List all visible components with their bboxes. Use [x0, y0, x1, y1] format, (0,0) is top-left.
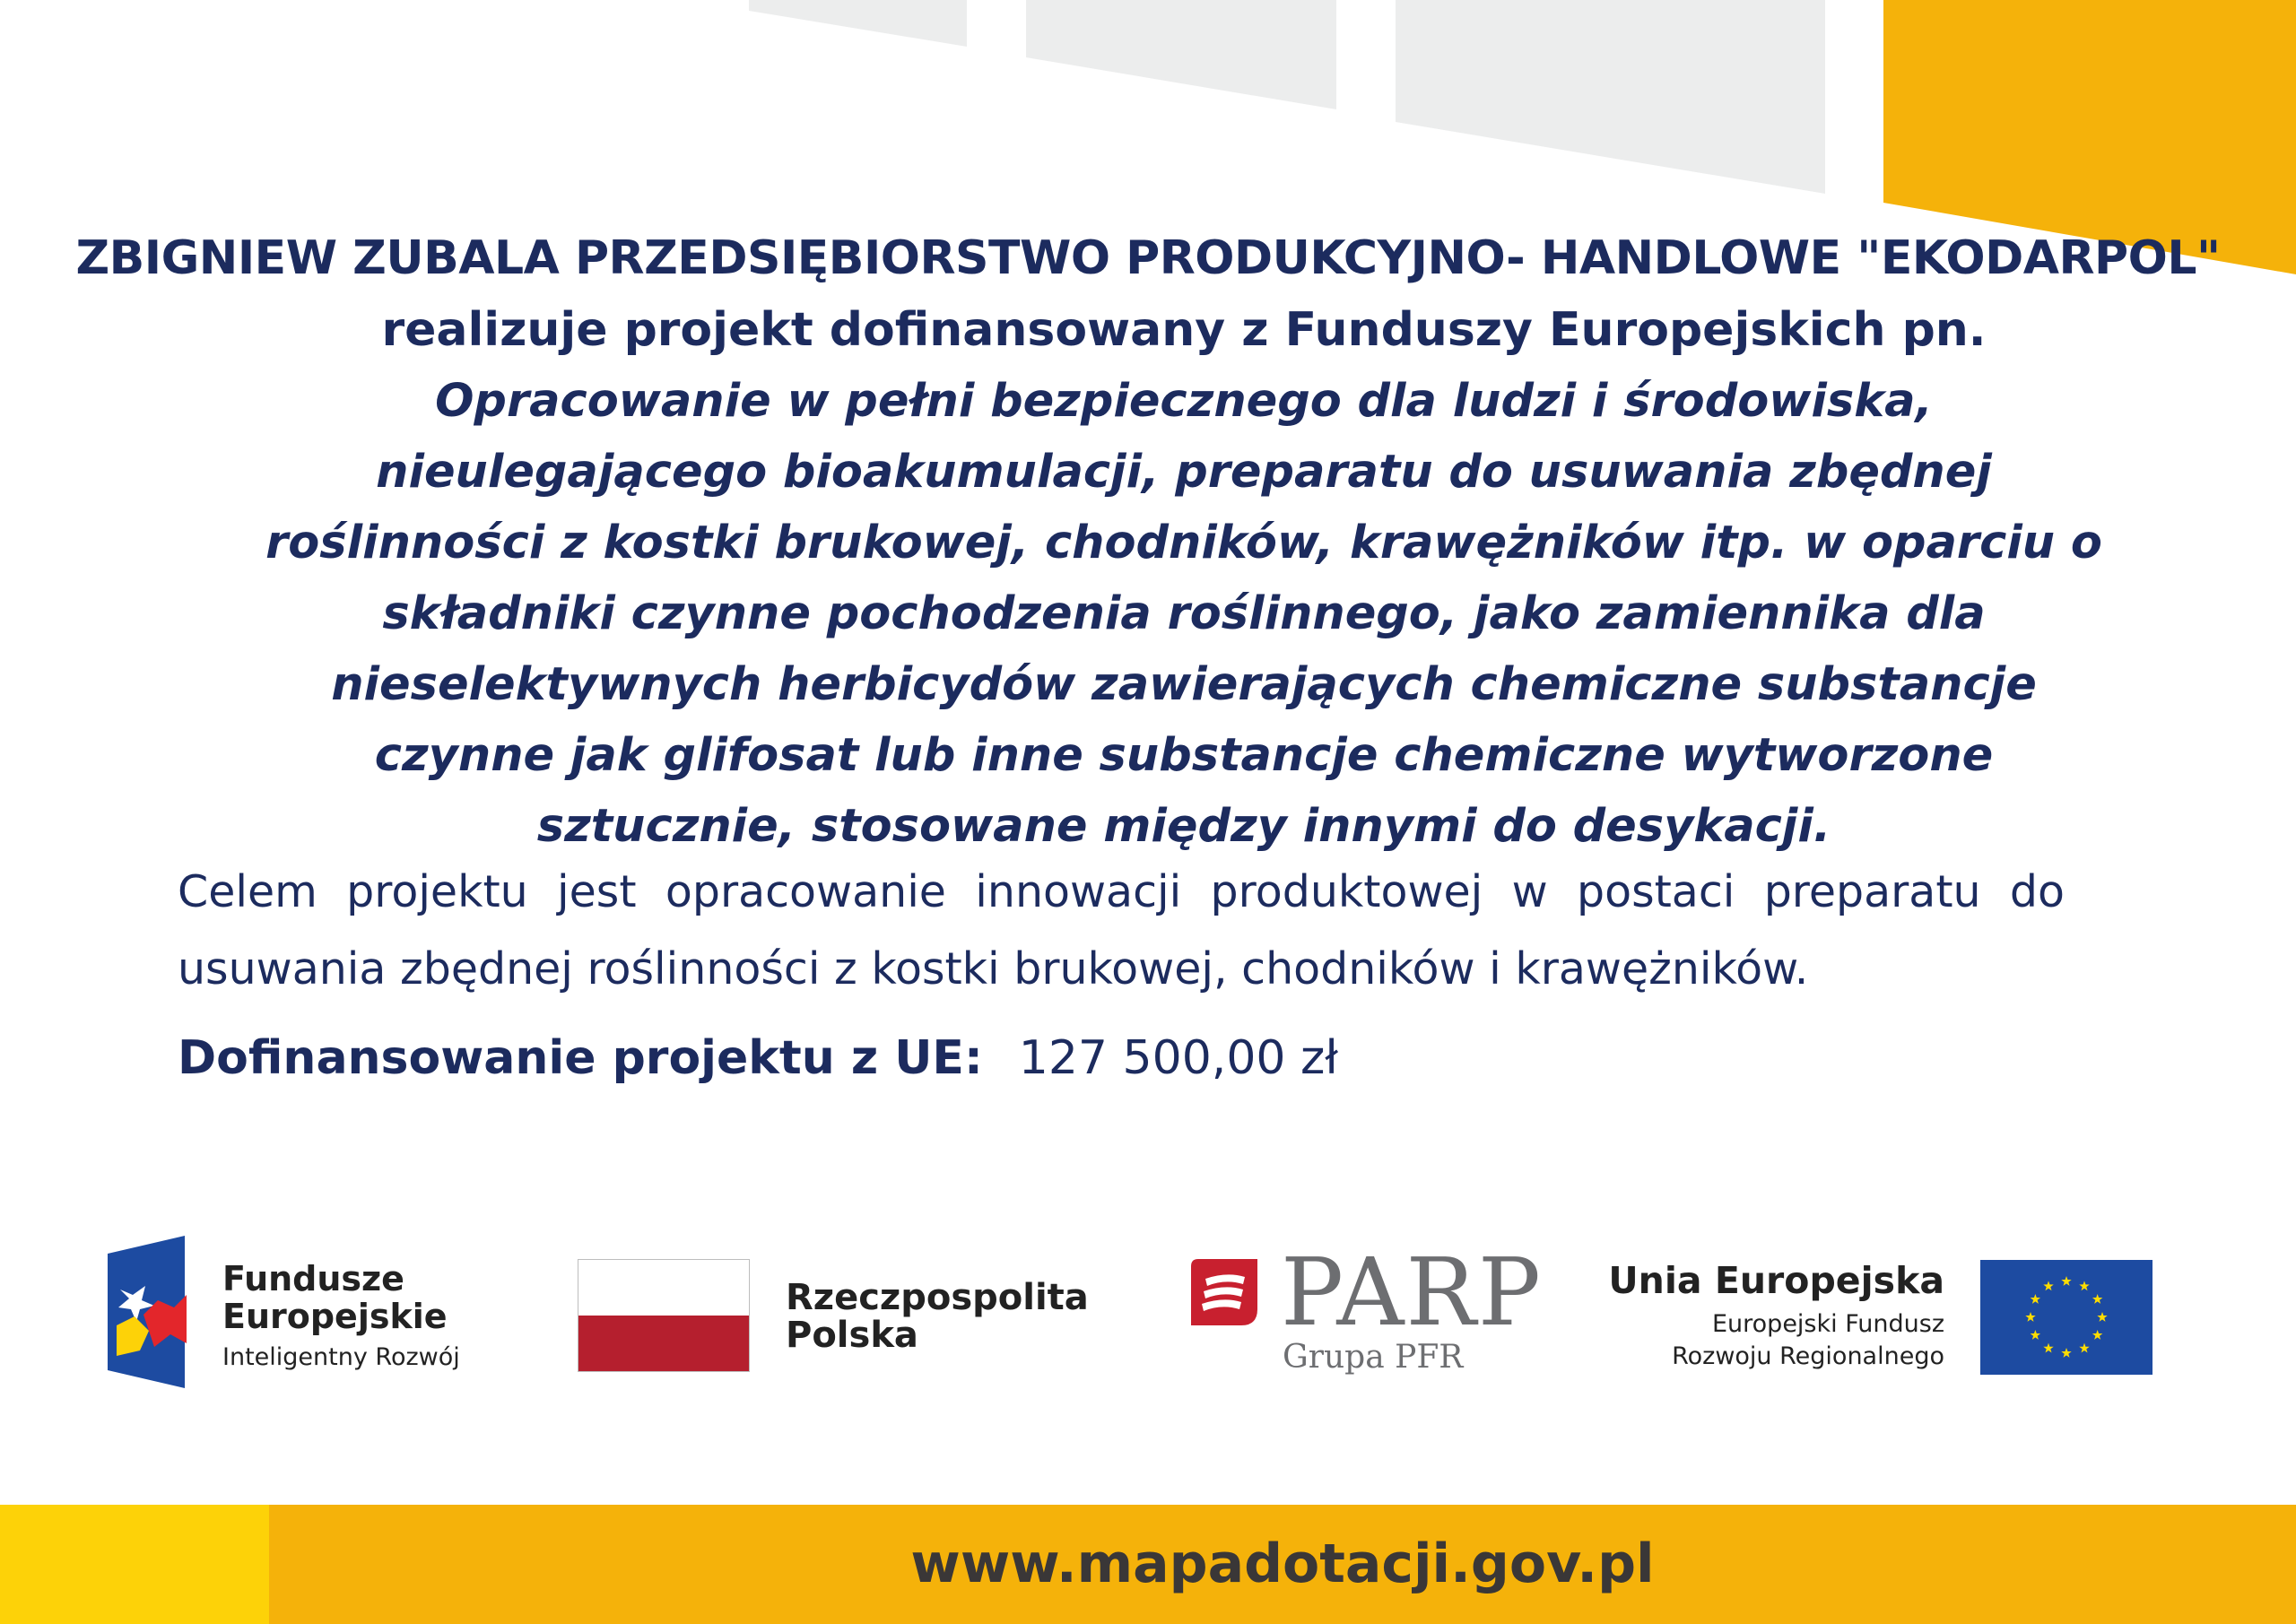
decor-gray-stripe-1: [749, 0, 967, 47]
footer-url[interactable]: www.mapadotacji.gov.pl: [910, 1533, 1655, 1595]
parp-icon: [1191, 1259, 1257, 1325]
project-title: Opracowanie w pełni bezpiecznego dla ludzi i środowiska, nieulegającego bioakumulacji, preparatu do usuwania zbędnej roślinności z kostki brukowej, chodników, krawężników itp. w oparciu o składniki czynne pochodzenia roślinnego, jako zamiennika dla nieselektywnych herbicydów zawierających chemiczne substancje czynne jak glifosat lub inne substancje chemiczne wytworzone sztucznie, stosowane między innymi do desykacji.: [265, 375, 2102, 853]
ue-line2: Europejski Fundusz: [1711, 1310, 1944, 1338]
parp-logo: [1191, 1238, 1550, 1386]
decor-gray-stripe-3: [1396, 0, 1825, 194]
eu-star-icon: [2025, 1312, 2035, 1322]
funding-line: [178, 1022, 1338, 1094]
funding-label: Dofinansowanie projektu z UE:: [178, 1031, 983, 1085]
eu-star-icon: [2043, 1281, 2053, 1290]
fundusze-line3: Inteligentny Rozwój: [222, 1343, 460, 1371]
eu-star-icon: [2061, 1348, 2071, 1358]
project-goal: Celem projektu jest opracowanie innowacji produktowej w postaci preparatu do usuwania zbędnej roślinności z kostki brukowej, chodników i krawężników.: [178, 866, 2065, 994]
polish-flag-icon: [578, 1259, 750, 1372]
funding-amount: 127 500,00 zł: [1018, 1031, 1339, 1085]
eu-star-icon: [2079, 1343, 2089, 1353]
intro-line: realizuje projekt dofinansowany z Funduszy Europejskich pn.: [381, 303, 1987, 357]
eu-star-icon: [2031, 1294, 2040, 1304]
eu-star-icon: [2092, 1294, 2102, 1304]
eu-star-icon: [2061, 1276, 2071, 1286]
fundusze-europejskie-logo: [108, 1236, 484, 1388]
ue-line3: Rozwoju Regionalnego: [1672, 1342, 1944, 1370]
company-name: ZBIGNIEW ZUBALA PRZEDSIĘBIORSTWO PRODUKCYJNO- HANDLOWE "EKODARPOL": [75, 231, 2221, 285]
eu-star-icon: [2097, 1312, 2107, 1322]
fundusze-line2: Europejskie: [222, 1297, 448, 1336]
fundusze-line1: Fundusze: [222, 1259, 404, 1298]
unia-europejska-logo: [1608, 1255, 2152, 1381]
eu-star-icon: [2092, 1330, 2102, 1340]
footer-bar: [0, 1505, 2296, 1624]
ue-line1: Unia Europejska: [1608, 1259, 1944, 1302]
rzeczpospolita-line2: Polska: [786, 1315, 918, 1356]
footer-yellow-block: [0, 1505, 269, 1624]
rzeczpospolita-polska-logo: [578, 1259, 1089, 1376]
decor-gray-stripe-2: [1026, 0, 1336, 109]
parp-subtitle: Grupa PFR: [1283, 1339, 1464, 1376]
eu-star-icon: [2031, 1330, 2040, 1340]
fundusze-europejskie-icon: [108, 1236, 188, 1388]
eu-star-icon: [2079, 1281, 2089, 1290]
eu-flag-icon: [1980, 1260, 2152, 1375]
rzeczpospolita-line1: Rzeczpospolita: [786, 1277, 1089, 1318]
eu-star-icon: [2043, 1343, 2053, 1353]
parp-wordmark: PARP: [1281, 1238, 1543, 1347]
